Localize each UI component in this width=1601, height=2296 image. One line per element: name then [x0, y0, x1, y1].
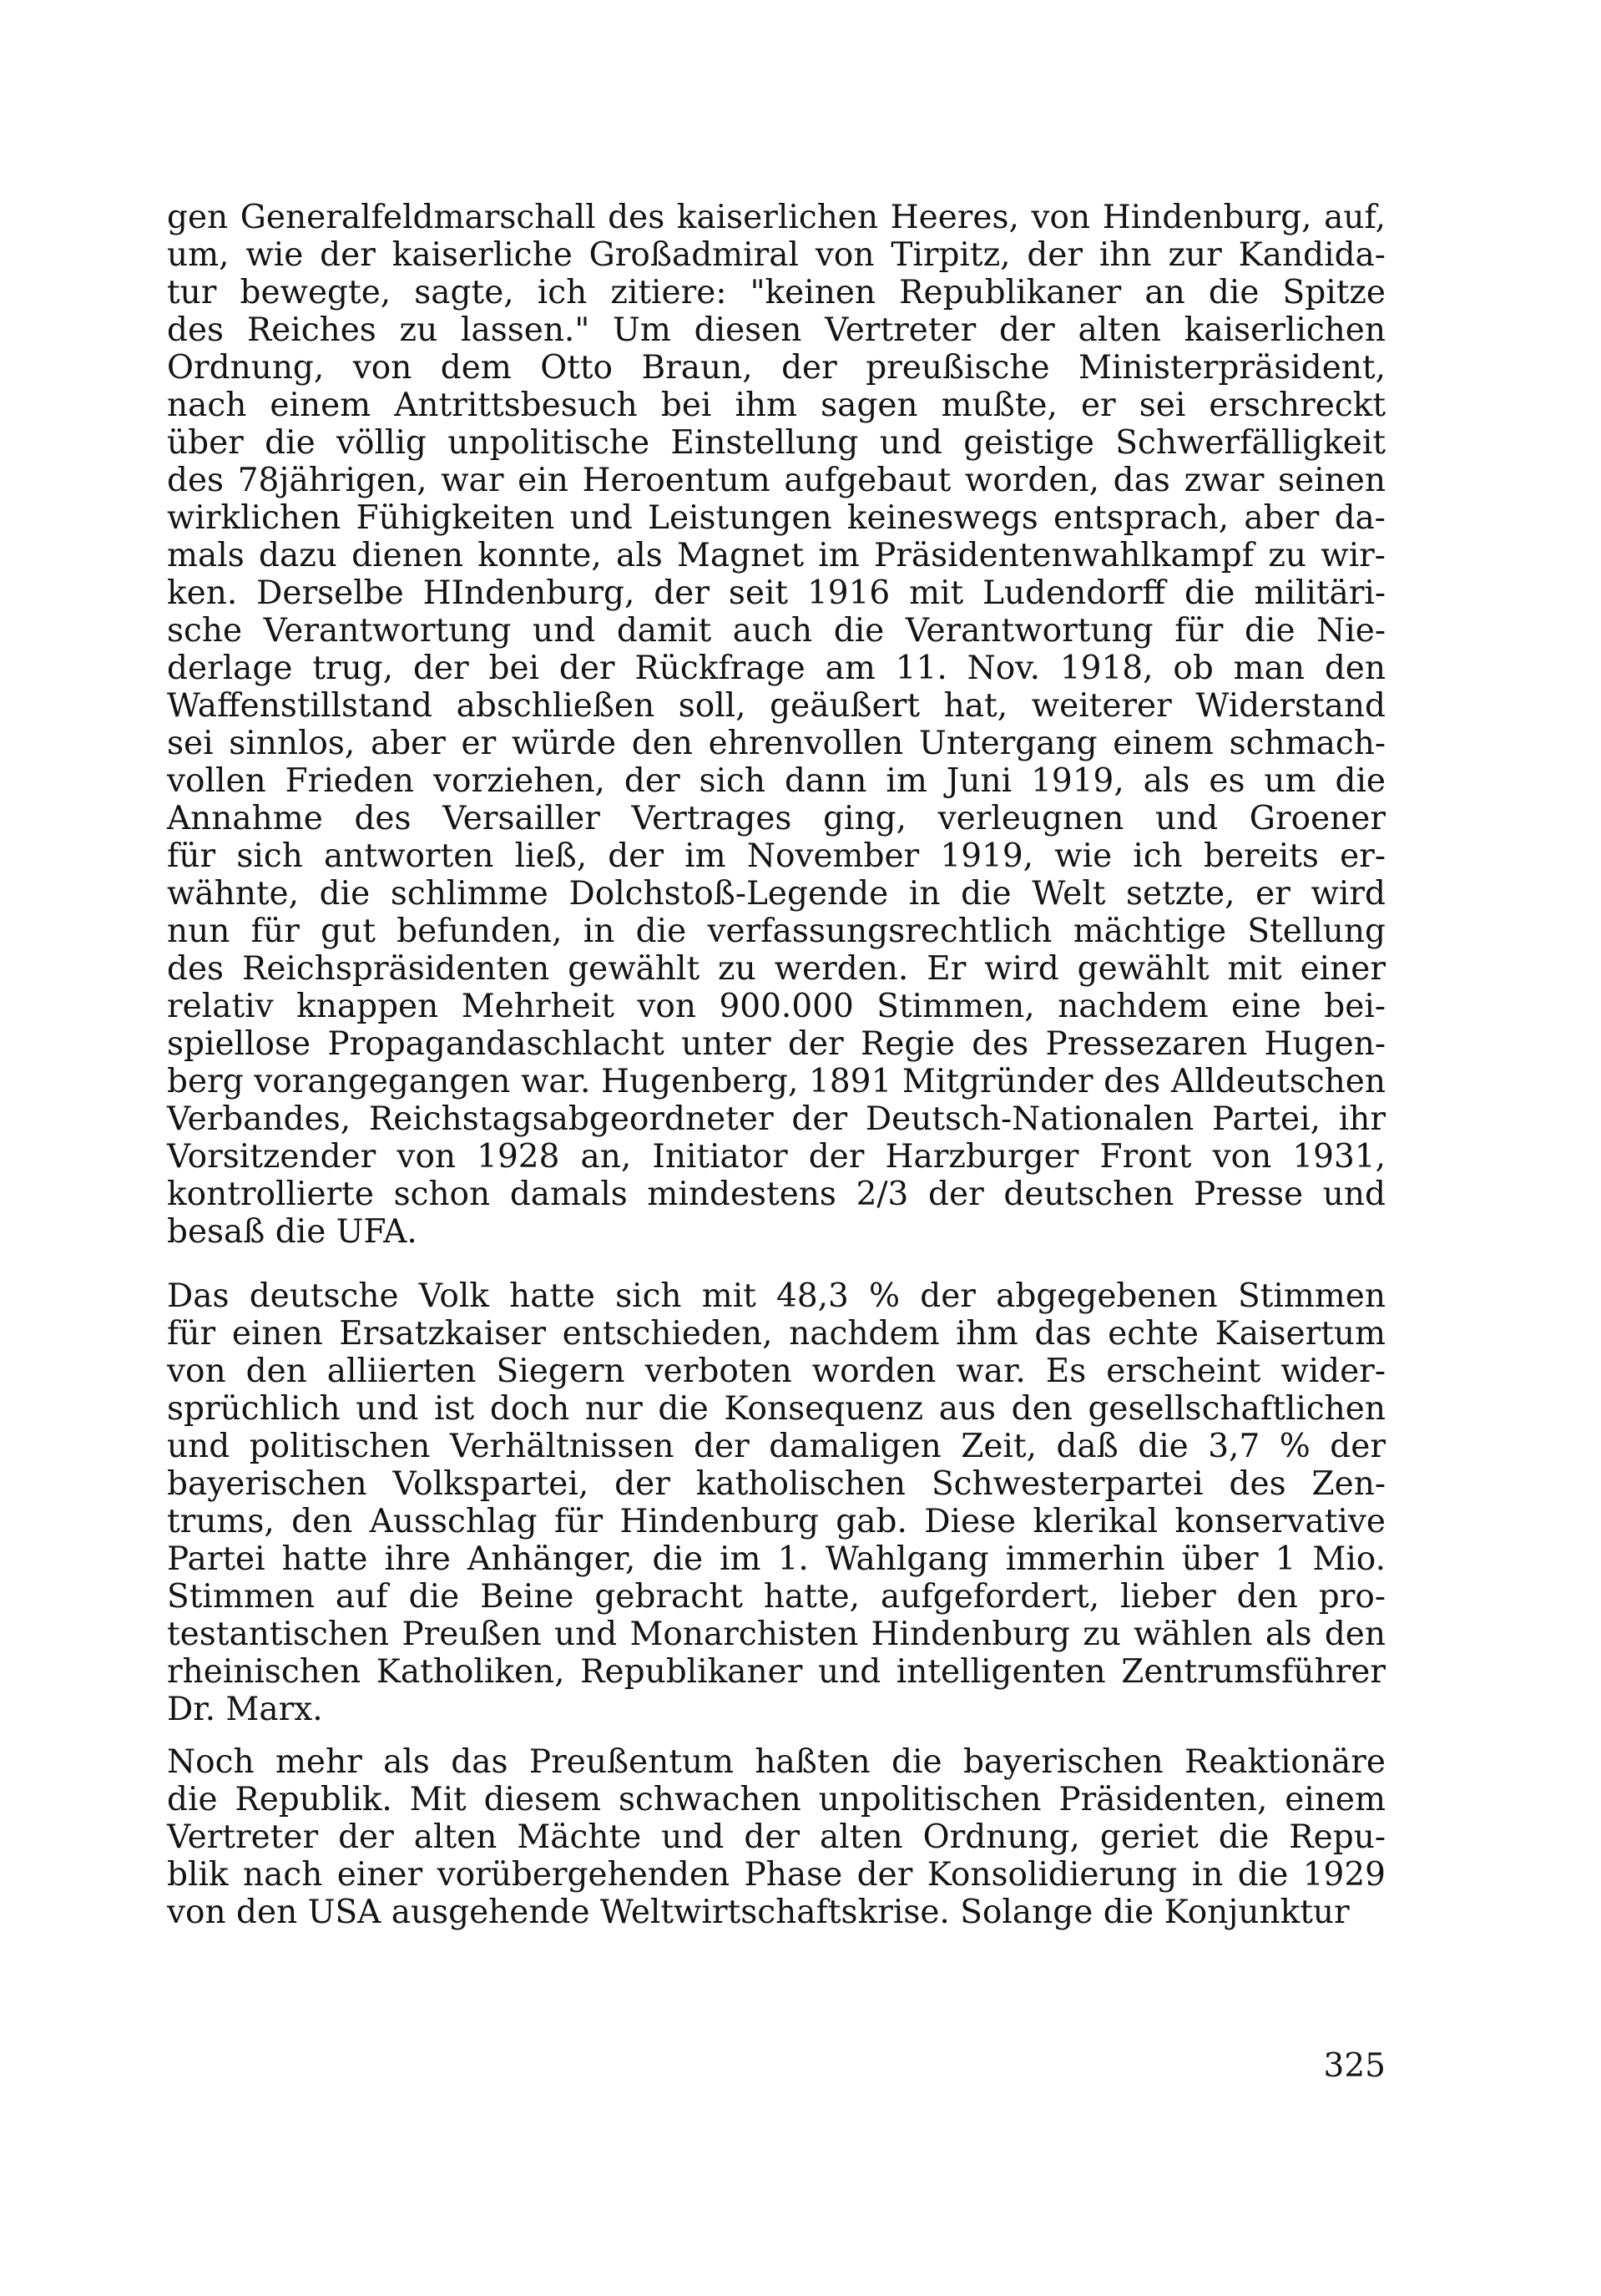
text-line: bayerischen Volkspartei, der katholischen Schwesterpartei des Zen- [167, 1465, 1386, 1503]
text-line: für sich antworten ließ, der im November 1919, wie ich bereits er- [167, 837, 1386, 875]
text-line: Das deutsche Volk hatte sich mit 48,3 % der abgegebenen Stimmen [167, 1277, 1386, 1315]
text-line: ken. Derselbe HIndenburg, der seit 1916 mit Ludendorff die militäri- [167, 574, 1386, 612]
text-line: Annahme des Versailler Vertrages ging, verleugnen und Groener [167, 800, 1386, 837]
text-line: des Reichspräsidenten gewählt zu werden. Er wird gewählt mit einer [167, 950, 1386, 988]
text-line: rheinischen Katholiken, Republikaner und intelligenten Zentrumsführer [167, 1653, 1386, 1691]
paragraph-1 [167, 199, 1386, 1251]
text-line: besaß die UFA. [167, 1213, 417, 1251]
text-line: testantischen Preußen und Monarchisten Hindenburg zu wählen als den [167, 1616, 1386, 1653]
text-line: um, wie der kaiserliche Großadmiral von Tirpitz, der ihn zur Kandida- [167, 236, 1386, 274]
text-line: wähnte, die schlimme Dolchstoß-Legende in die Welt setzte, er wird [167, 875, 1386, 913]
text-line: nun für gut befunden, in die verfassungsrechtlich mächtige Stellung [167, 913, 1386, 950]
paragraph-3 [167, 1743, 1386, 1931]
text-line: des Reiches zu lassen." Um diesen Vertreter der alten kaiserlichen [167, 311, 1386, 349]
text-line: berg vorangegangen war. Hugenberg, 1891 Mitgründer des Alldeutschen [167, 1063, 1386, 1100]
text-line: trums, den Ausschlag für Hindenburg gab. Diese klerikal konservative [167, 1503, 1386, 1540]
text-line: nach einem Antrittsbesuch bei ihm sagen mußte, er sei erschreckt [167, 387, 1386, 424]
text-line: mals dazu dienen konnte, als Magnet im Präsidentenwahlkampf zu wir- [167, 537, 1386, 574]
text-line: vollen Frieden vorziehen, der sich dann im Juni 1919, als es um die [167, 762, 1386, 800]
text-line: relativ knappen Mehrheit von 900.000 Stimmen, nachdem eine bei- [167, 988, 1386, 1025]
paragraph-2 [167, 1277, 1386, 1728]
text-line: gen Generalfeldmarschall des kaiserlichen Heeres, von Hindenburg, auf, [167, 199, 1386, 236]
text-line: Verbandes, Reichstagsabgeordneter der Deutsch-Nationalen Partei, ihr [167, 1100, 1386, 1138]
text-line: sei sinnlos, aber er würde den ehrenvollen Untergang einem schmach- [167, 725, 1386, 762]
text-line: für einen Ersatzkaiser entschieden, nachdem ihm das echte Kaisertum [167, 1315, 1386, 1353]
text-line: sche Verantwortung und damit auch die Verantwortung für die Nie- [167, 612, 1386, 650]
text-line: spiellose Propagandaschlacht unter der Regie des Pressezaren Hugen- [167, 1025, 1386, 1063]
text-line: Ordnung, von dem Otto Braun, der preußische Ministerpräsident, [167, 349, 1386, 387]
text-line: Stimmen auf die Beine gebracht hatte, aufgefordert, lieber den pro- [167, 1578, 1386, 1616]
page-number: 325 [1323, 2047, 1386, 2085]
text-line: sprüchlich und ist doch nur die Konsequenz aus den gesellschaftlichen [167, 1390, 1386, 1428]
text-line: derlage trug, der bei der Rückfrage am 11. Nov. 1918, ob man den [167, 650, 1386, 687]
text-line: kontrollierte schon damals mindestens 2/3 der deutschen Presse und [167, 1176, 1386, 1213]
text-line: des 78jährigen, war ein Heroentum aufgebaut worden, das zwar seinen [167, 462, 1386, 499]
text-line: von den USA ausgehende Weltwirtschaftskrise. Solange die Konjunktur [167, 1894, 1350, 1931]
text-line: Vertreter der alten Mächte und der alten Ordnung, geriet die Repu- [167, 1818, 1386, 1856]
text-line: Vorsitzender von 1928 an, Initiator der Harzburger Front von 1931, [167, 1138, 1386, 1176]
text-line: von den alliierten Siegern verboten worden war. Es erscheint wider- [167, 1353, 1386, 1390]
text-line: und politischen Verhältnissen der damaligen Zeit, daß die 3,7 % der [167, 1428, 1386, 1465]
text-line: Partei hatte ihre Anhänger, die im 1. Wahlgang immerhin über 1 Mio. [167, 1540, 1386, 1578]
text-line: tur bewegte, sagte, ich zitiere: "keinen Republikaner an die Spitze [167, 274, 1386, 311]
text-line: über die völlig unpolitische Einstellung und geistige Schwerfälligkeit [167, 424, 1386, 462]
text-line: Dr. Marx. [167, 1691, 323, 1728]
text-line: blik nach einer vorübergehenden Phase der Konsolidierung in die 1929 [167, 1856, 1386, 1894]
text-line: die Republik. Mit diesem schwachen unpolitischen Präsidenten, einem [167, 1781, 1386, 1818]
text-line: wirklichen Fühigkeiten und Leistungen keineswegs entsprach, aber da- [167, 499, 1386, 537]
text-line: Noch mehr als das Preußentum haßten die bayerischen Reaktionäre [167, 1743, 1386, 1781]
text-line: Waffenstillstand abschließen soll, geäußert hat, weiterer Widerstand [167, 687, 1386, 725]
